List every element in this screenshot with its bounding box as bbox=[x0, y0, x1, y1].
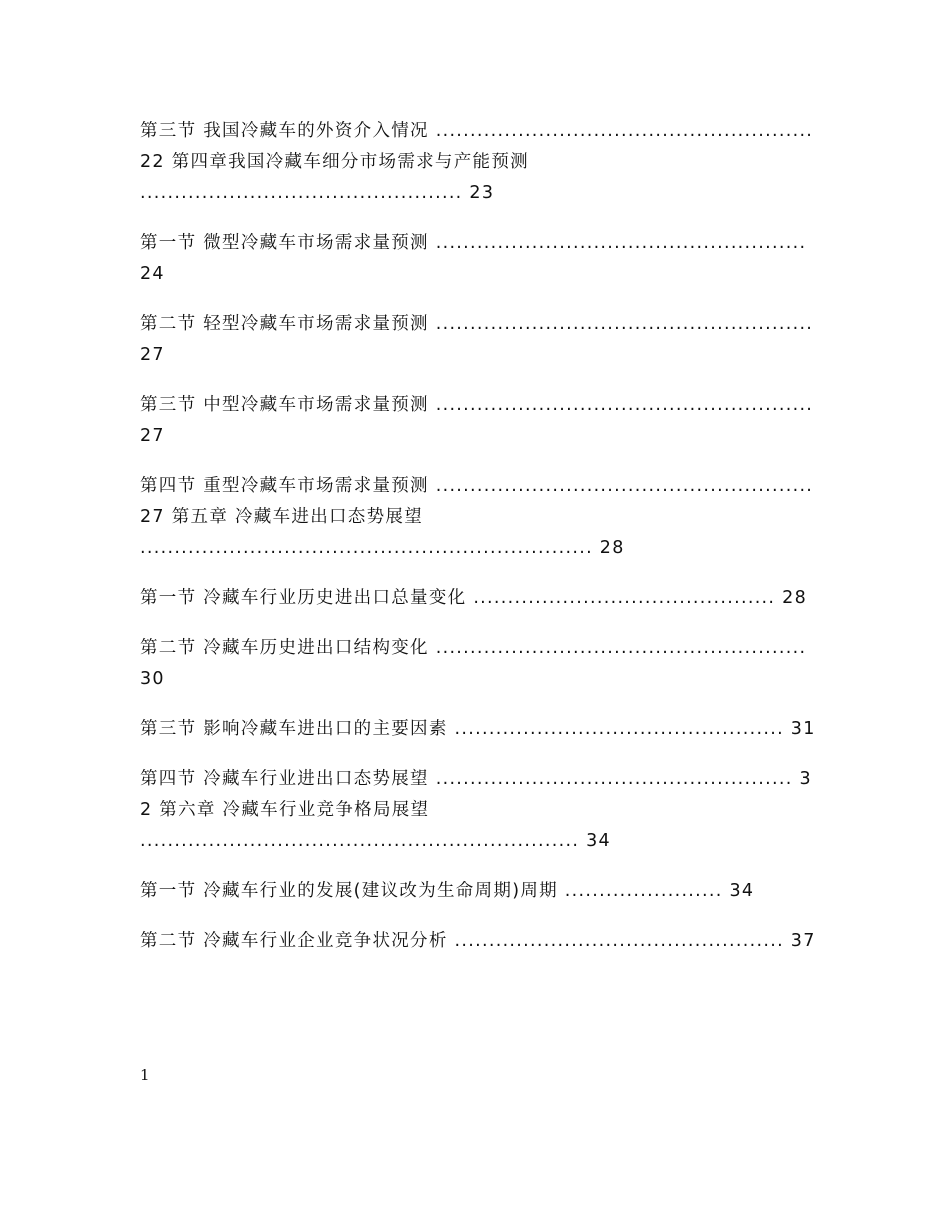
toc-entry-7[interactable]: 第二节 冷藏车历史进出口结构变化 ...................................................... 30 bbox=[140, 638, 807, 689]
toc-entry-11[interactable]: 第二节 冷藏车行业企业竞争状况分析 ................................................ 37 bbox=[140, 931, 816, 951]
toc-entry-4[interactable]: 第三节 中型冷藏车市场需求量预测 ....................................................... 27 bbox=[140, 395, 814, 446]
toc-entry-8[interactable]: 第三节 影响冷藏车进出口的主要因素 ................................................ 31 bbox=[140, 719, 816, 739]
toc-entry-5[interactable]: 第四节 重型冷藏车市场需求量预测 ....................................................... 27 第五章 冷藏车进出口态势展望 .................................................................. 28 bbox=[140, 476, 814, 558]
toc-entry-10[interactable]: 第一节 冷藏车行业的发展(建议改为生命周期)周期 ....................... 34 bbox=[140, 881, 755, 901]
page-number: 1 bbox=[140, 1066, 150, 1084]
toc-entry-2[interactable]: 第一节 微型冷藏车市场需求量预测 ...................................................... 24 bbox=[140, 233, 807, 284]
toc-entry-6[interactable]: 第一节 冷藏车行业历史进出口总量变化 ............................................ 28 bbox=[140, 588, 808, 608]
toc-entry-3[interactable]: 第二节 轻型冷藏车市场需求量预测 ....................................................... 27 bbox=[140, 314, 814, 365]
table-of-contents bbox=[140, 116, 820, 976]
toc-entry-1[interactable]: 第三节 我国冷藏车的外资介入情况 ....................................................... 22 第四章我国冷藏车细分市场需求与产能预测 ............................................... 23 bbox=[140, 121, 814, 203]
toc-entry-9[interactable]: 第四节 冷藏车行业进出口态势展望 .................................................... 32 第六章 冷藏车行业竞争格局展望 ................................................................ 34 bbox=[140, 769, 812, 851]
